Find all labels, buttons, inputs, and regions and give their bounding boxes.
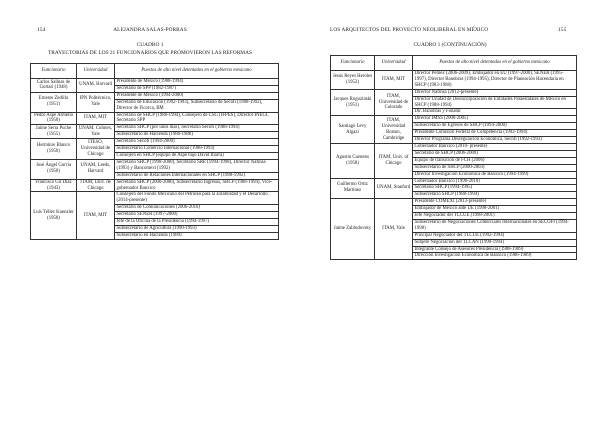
official-post: Presidente Comisión Federal de Competencia (1993-1994) [413, 130, 577, 137]
official-post: Consejero del Fondo Mexicano del Petróleo para la Estabilidad y el Desarrollo (2014-presente) [115, 192, 279, 205]
official-post: Jefe de la Oficina de la Presidencia (1994-1997) [115, 219, 279, 226]
official-post: Consejero en SHCP (equipo de Aspe bajo David Ibarra) [115, 152, 279, 159]
caption-title: CUADRO 1 [136, 42, 164, 48]
official-post: Presidente de México (1994-2000) [115, 92, 279, 99]
official-university: ITAM, MIT [375, 71, 413, 90]
official-post: Subsecretario de SHCP (2000-2003) [413, 164, 577, 171]
official-post: Subsecretario de Negociaciones Comerciales Internacionales en SECOFI (1994-1998) [413, 219, 577, 232]
official-university: UNAM, Harvard [77, 79, 115, 93]
official-name: Guillermo Ortiz Martínez [331, 178, 375, 199]
official-post: Secretario de SPP (1982-1987) [115, 85, 279, 92]
official-post: Secretario de SHCP (2006-2009) [413, 150, 577, 157]
official-name: Luis Téllez Kuenzler (1958) [31, 192, 77, 239]
official-post: Gobernador Banxico (1998-2010) [413, 178, 577, 185]
running-head: LOS ARQUITECTOS DEL PROYECTO NEOLIBERAL EN MÉXICO [330, 27, 489, 33]
running-head: ALEJANDRA SALAS-PORRAS [113, 27, 187, 33]
official-university: IPN Politécnico, Yale [77, 92, 115, 112]
table-row [31, 192, 279, 205]
table-row [31, 125, 279, 132]
official-post: Director Nafinsa (2012-presente) [413, 89, 577, 96]
official-post: Jefe Negociador del TLCUE (1998-2001) [413, 213, 577, 220]
table-row [31, 159, 279, 172]
table-row [31, 79, 279, 86]
header-funcionario: Funcionario [331, 56, 375, 71]
official-name: Jacques Rogozinski (1951) [331, 89, 375, 116]
official-post: Integrante Consejo de Asesores Presidencia (1988-1989) [413, 246, 577, 253]
right-page [300, 0, 600, 431]
page-number: 154 [37, 27, 46, 33]
official-university: ITAM, Universidad de Colorado [375, 89, 413, 116]
official-post: Presidente COMEXI (2013-presente) [413, 199, 577, 206]
table-row [331, 178, 577, 185]
official-post: Director Pemex (2006-2009), Embajador en EU (1997-2000), SENER (1995-1997), Director Banobras (1994-1995), Director de Planeación Hacendaria en SHCP (1983-1988) [413, 71, 577, 90]
table-row [31, 92, 279, 99]
caption-title: CUADRO 1 (CONTINUACIÓN) [413, 42, 487, 48]
official-post: Secretario de Comunicaciones (2006-2010) [115, 205, 279, 212]
official-post: Subsecretario de Agricultura (1990-1993) [115, 225, 279, 232]
official-post: Secretario SHCP (1998-2000), Secretario SRE (1994-1998), Director Nafinsa (1993) y Bancomext (1992) [115, 159, 279, 172]
official-name: Pedro Aspe Armella (1950) [31, 112, 77, 125]
official-post: Principal Negociador del TLCUE (1992-1994) [413, 232, 577, 239]
official-name: Agustín Carstens (1958) [331, 143, 375, 178]
official-post: Subsecretario Comercio Internacional (1988-1993) [115, 146, 279, 153]
official-post: Secretario SHCP (2000-2006), Subsecretario Ingresos, SHCP (1988-1994), Vice-gobernador Banxico [115, 179, 279, 192]
official-post: Secretario de SHCP (1988-1994), Consejero de CSG (IFPES), Director INEGI, Secretario SPP [115, 112, 279, 125]
official-university: UNAM, Colmex, Yale [77, 125, 115, 139]
official-post: Dir. Banobras y Fonatur [413, 109, 577, 116]
official-post: Gobernador Banxico (2010- presente) [413, 143, 577, 150]
official-post: Secretario Secofi (1994-2000) [115, 139, 279, 146]
header-universidad: Universidad [375, 56, 413, 71]
official-name: Jaime Zabludovsky [331, 199, 375, 260]
official-university: UNAM, Leeds, Harvard [77, 159, 115, 179]
official-post: Secretario SENER (1997-2000) [115, 212, 279, 219]
table-row [331, 71, 577, 90]
official-name: Ernesto Zedillo (1951) [31, 92, 77, 112]
header-funcionario: Funcionario [31, 64, 77, 79]
official-post: Secretario SHCP (por unos días), Secretario Secofi (1988-1994) [115, 125, 279, 132]
header-puestos: Puestos de alto nivel detentados en el gobierno mexicano [413, 56, 577, 71]
official-university: ITAM, MIT [77, 192, 115, 239]
official-post: Secretario de Educación (1992-1993), Subsecretario de Secofi (1988-1992), Director de Ficorca, BM [115, 99, 279, 112]
table-row [31, 112, 279, 125]
official-post: Subsecretario de Hacienda (1986-1988) [115, 132, 279, 139]
officials-table [30, 63, 279, 240]
table-row [331, 89, 577, 96]
table-row [331, 116, 577, 123]
official-university: ITAM, Universidad Boston, Cambridge [375, 116, 413, 144]
official-post: Dirección Investigación Económica de Banxico (1986-1989) [413, 253, 577, 260]
official-post: Director Unidad de Desincorporación de Entidades Paraestatales de México en SHCP (1988-1994) [413, 96, 577, 109]
official-university: ITAM, Univ. of Chicago [375, 143, 413, 178]
table-row [331, 199, 577, 206]
table-row [31, 179, 279, 192]
official-name: Jesús Reyes Heroles (1952) [331, 71, 375, 90]
official-post: Equipo de transición de FCH (2006) [413, 157, 577, 164]
official-university: ITAM, Yale [375, 199, 413, 260]
table-caption [30, 42, 270, 57]
official-post: Subjefe Negociación del TLCAN (1990-1994) [413, 239, 577, 246]
official-post: Subsecretario SHCP (1988-1994) [413, 192, 577, 199]
header-puestos: Puestos de alto nivel detentados en el gobierno mexicano [115, 64, 279, 79]
header-universidad: Universidad [77, 64, 115, 79]
table-row [31, 139, 279, 146]
official-name: Santiago Levy Algazi [331, 116, 375, 144]
official-name: José Ángel Gurría (1950) [31, 159, 77, 179]
caption-subtitle: TRAYECTORIAS DE LOS 21 FUNCIONARIOS QUE PROMOVIERON LAS REFORMAS [48, 49, 252, 56]
table-caption [330, 42, 570, 50]
official-name: Jaime Serra Puche (1955) [31, 125, 77, 139]
official-name: Carlos Salinas de Gortari (1948) [31, 79, 77, 93]
official-post: Subsecretario en Hacienda (1989) [115, 232, 279, 239]
official-post: Subsecretario de Relaciones Internacionales en SHCP (1988-1992) [115, 172, 279, 179]
official-name: Herminio Blanco (1950) [31, 139, 77, 160]
official-university: UNAM, Stanford [375, 178, 413, 199]
official-post: Subsecretario de Egresos de SHCP (1994-2000) [413, 123, 577, 130]
page-number: 155 [558, 27, 567, 33]
official-name: Francisco Gil Díaz (1943) [31, 179, 77, 192]
official-post: Director IMSS (2000-2005) [413, 116, 577, 123]
official-post: Embajador de México ante UE (1998-2001) [413, 206, 577, 213]
official-post: Director Programa Desregulación Económica, Secofi (1992-1993) [413, 137, 577, 144]
official-post: Presidente de México (1988-1994) [115, 79, 279, 86]
official-university: ITAM, Univ. de Chicago [77, 179, 115, 192]
official-university: ITESO, Universidad de Chicago [77, 139, 115, 160]
official-post: Director Investigación Económica de Banxico (1994-1999) [413, 171, 577, 178]
official-post: Secretario SHCP (1994-1995) [413, 185, 577, 192]
officials-table-continued [330, 55, 577, 260]
table-row [331, 143, 577, 150]
official-university: ITAM, MIT [77, 112, 115, 125]
